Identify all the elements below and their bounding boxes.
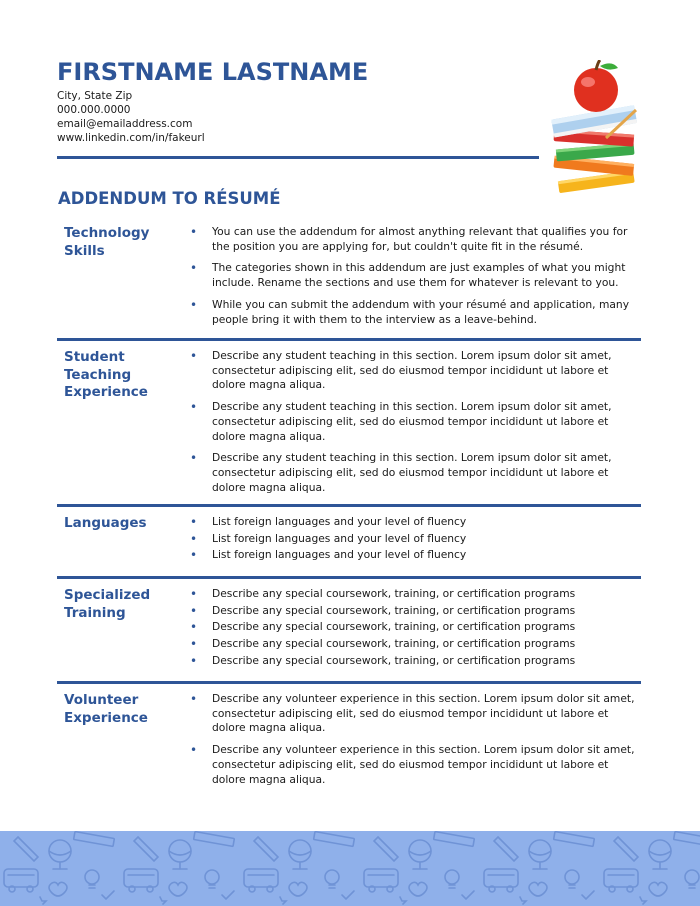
contact-block xyxy=(57,89,205,145)
contact-email[interactable]: email@emailaddress.com xyxy=(57,118,193,130)
section-title: Languages xyxy=(64,515,147,531)
contact-phone: 000.000.0000 xyxy=(57,104,131,116)
list-item: • List foreign languages and your level of fluency xyxy=(190,515,640,530)
list-item: • While you can submit the addendum with your résumé and application, many people bring it with them to the interview as a leave-behind. xyxy=(190,298,640,327)
list-item: • List foreign languages and your level of fluency xyxy=(190,532,640,547)
section-divider xyxy=(57,504,641,507)
books-apple-icon xyxy=(544,60,648,196)
list-item: • Describe any special coursework, training, or certification programs xyxy=(190,620,640,635)
list-item: • Describe any special coursework, training, or certification programs xyxy=(190,604,640,619)
resume-name: FIRSTNAME LASTNAME xyxy=(57,58,369,86)
list-item: • List foreign languages and your level of fluency xyxy=(190,548,640,563)
list-item: • Describe any special coursework, training, or certification programs xyxy=(190,654,640,669)
bullet-list xyxy=(190,587,640,671)
school-doodle-pattern xyxy=(0,831,700,906)
addendum-title: ADDENDUM TO RÉSUMÉ xyxy=(58,189,281,208)
contact-linkedin[interactable]: www.linkedin.com/in/fakeurl xyxy=(57,132,205,144)
list-item: • Describe any special coursework, training, or certification programs xyxy=(190,587,640,602)
list-item: • Describe any student teaching in this section. Lorem ipsum dolor sit amet, consectetur adipiscing elit, sed do eiusmod tempor incididunt ut labore et dolore magna aliqua. xyxy=(190,451,640,495)
list-item: • Describe any student teaching in this section. Lorem ipsum dolor sit amet, consectetur adipiscing elit, sed do eiusmod tempor incididunt ut labore et dolore magna aliqua. xyxy=(190,349,640,393)
list-item: • Describe any volunteer experience in this section. Lorem ipsum dolor sit amet, consectetur adipiscing elit, sed do eiusmod tempor incididunt ut labore et dolore magna aliqua. xyxy=(190,743,640,787)
bullet-list xyxy=(190,349,640,502)
section-divider xyxy=(57,576,641,579)
header-divider xyxy=(57,156,539,159)
section-title: Specialized Training xyxy=(64,587,151,621)
bullet-list xyxy=(190,692,640,794)
contact-city: City, State Zip xyxy=(57,90,133,102)
list-item: • Describe any student teaching in this section. Lorem ipsum dolor sit amet, consectetur adipiscing elit, sed do eiusmod tempor incididunt ut labore et dolore magna aliqua. xyxy=(190,400,640,444)
bullet-list xyxy=(190,515,640,565)
list-item: • You can use the addendum for almost anything relevant that qualifies you for the position you are applying for, but couldn't quite fit in the résumé. xyxy=(190,225,640,254)
footer-school-pattern xyxy=(0,831,700,906)
list-item: • The categories shown in this addendum are just examples of what you might include. Rename the sections and use them for whatever is relevant to you. xyxy=(190,261,640,290)
section-divider xyxy=(57,681,641,684)
section-title: Technology Skills xyxy=(64,225,150,259)
bullet-list xyxy=(190,225,640,334)
section-title: Student Teaching Experience xyxy=(64,349,148,400)
section-title: Volunteer Experience xyxy=(64,692,148,726)
section-divider xyxy=(57,338,641,341)
list-item: • Describe any volunteer experience in this section. Lorem ipsum dolor sit amet, consectetur adipiscing elit, sed do eiusmod tempor incididunt ut labore et dolore magna aliqua. xyxy=(190,692,640,736)
list-item: • Describe any special coursework, training, or certification programs xyxy=(190,637,640,652)
